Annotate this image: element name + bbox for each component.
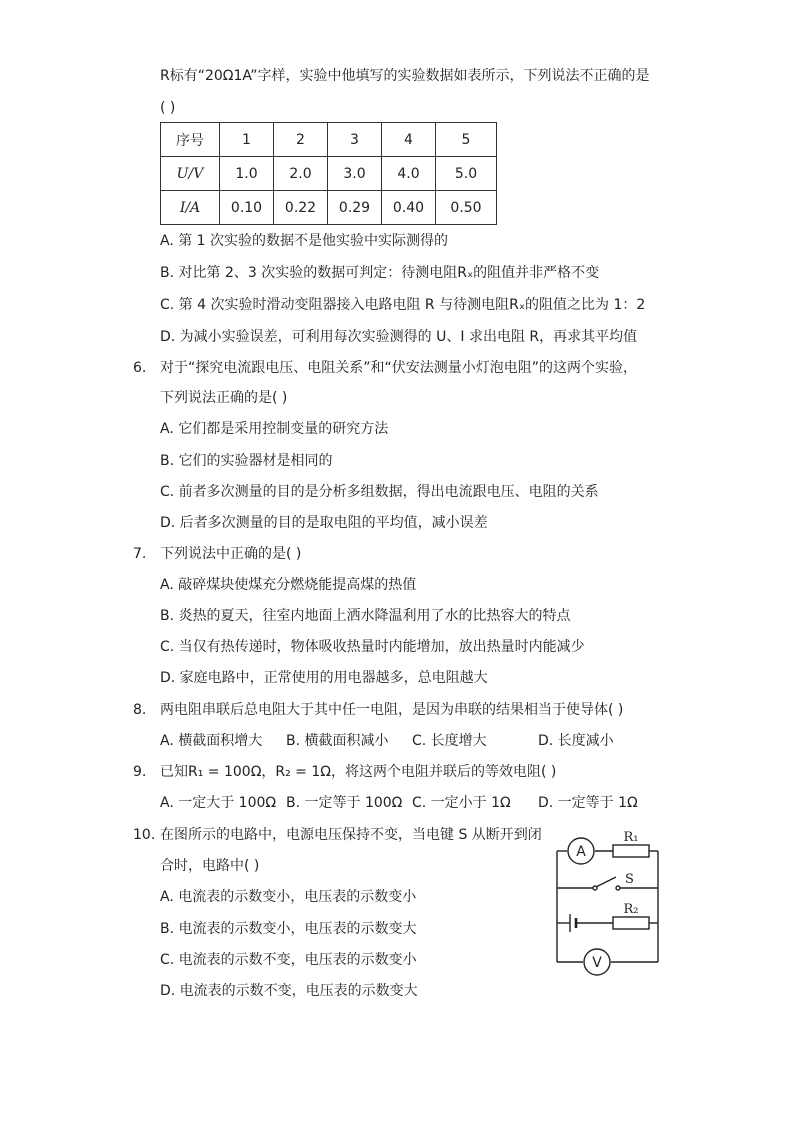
q6-option-b: B. 它们的实验器材是相同的 [160, 453, 333, 469]
q9-option-b: B. 一定等于 100Ω [286, 795, 403, 811]
table-cell: 2.0 [274, 157, 328, 191]
q7-option-b: B. 炎热的夏天，往室内地面上洒水降温利用了水的比热容大的特点 [160, 608, 571, 624]
table-cell: 0.29 [328, 191, 382, 225]
table-cell: 5 [436, 123, 497, 157]
q10-option-c: C. 电流表的示数不变，电压表的示数变小 [160, 952, 417, 968]
q5-option-b: B. 对比第 2、3 次实验的数据可判定：待测电阻Rₓ的阻值并非严格不变 [160, 265, 600, 281]
q8-option-d: D. 长度减小 [538, 733, 614, 749]
q10-option-b: B. 电流表的示数变小，电压表的示数变大 [160, 921, 417, 937]
q6-option-d: D. 后者多次测量的目的是取电阻的平均值，减小误差 [160, 515, 488, 531]
q9-option-a: A. 一定大于 100Ω [160, 795, 277, 811]
q5-intro: R标有“20Ω1A”字样，实验中他填写的实验数据如表所示，下列说法不正确的是 [160, 68, 650, 84]
q10-stem-line2: 合时，电路中( ) [160, 858, 260, 874]
q7-option-d: D. 家庭电路中，正常使用的用电器越多，总电阻越大 [160, 670, 488, 686]
q9-option-d: D. 一定等于 1Ω [538, 795, 638, 811]
table-cell: 0.22 [274, 191, 328, 225]
resistor-r2 [613, 917, 649, 929]
q6-stem-line1: 对于“探究电流跟电压、电阻关系”和“伏安法测量小灯泡电阻”的这两个实验， [160, 360, 638, 376]
q6-number: 6. [133, 360, 147, 376]
q8-number: 8. [133, 702, 147, 718]
q10-number: 10. [133, 827, 156, 843]
q5-answer-paren: ( ) [160, 100, 176, 116]
q9-stem: 已知R₁ = 100Ω，R₂ = 1Ω，将这两个电阻并联后的等效电阻( ) [160, 764, 557, 780]
table-cell: 1.0 [220, 157, 274, 191]
r1-label: R₁ [623, 830, 639, 845]
table-cell: 3.0 [328, 157, 382, 191]
q10-stem-line1: 在图所示的电路中，电源电压保持不变，当电键 S 从断开到闭 [160, 827, 542, 843]
q8-option-c: C. 长度增大 [412, 733, 487, 749]
r2-label: R₂ [623, 902, 639, 917]
q10-circuit-diagram [553, 826, 665, 978]
q5-data-table [160, 122, 497, 225]
q6-option-a: A. 它们都是采用控制变量的研究方法 [160, 421, 389, 437]
voltmeter-label: V [592, 955, 602, 971]
table-cell: 0.40 [382, 191, 436, 225]
switch-lever-icon [596, 877, 616, 887]
table-cell: 0.50 [436, 191, 497, 225]
q8-option-a: A. 横截面积增大 [160, 733, 263, 749]
table-cell: 2 [274, 123, 328, 157]
q5-option-a: A. 第 1 次实验的数据不是他实验中实际测得的 [160, 233, 449, 249]
q5-option-d: D. 为减小实验误差，可利用每次实验测得的 U、I 求出电阻 R，再求其平均值 [160, 329, 638, 345]
q9-number: 9. [133, 764, 147, 780]
table-cell: 序号 [161, 123, 220, 157]
resistor-r1 [613, 845, 649, 857]
switch-label: S [625, 872, 634, 887]
table-cell: 1 [220, 123, 274, 157]
q7-option-c: C. 当仅有热传递时，物体吸收热量时内能增加，放出热量时内能减少 [160, 639, 585, 655]
q8-option-b: B. 横截面积减小 [286, 733, 389, 749]
q6-option-c: C. 前者多次测量的目的是分析多组数据，得出电流跟电压、电阻的关系 [160, 484, 599, 500]
table-cell: 5.0 [436, 157, 497, 191]
table-cell: 4.0 [382, 157, 436, 191]
table-row [161, 123, 497, 157]
table-cell: 0.10 [220, 191, 274, 225]
q10-option-d: D. 电流表的示数不变，电压表的示数变大 [160, 983, 418, 999]
q7-stem: 下列说法中正确的是( ) [160, 546, 302, 562]
table-cell: 3 [328, 123, 382, 157]
q9-option-c: C. 一定小于 1Ω [412, 795, 511, 811]
table-row [161, 191, 497, 225]
q7-number: 7. [133, 546, 147, 562]
ammeter-label: A [576, 844, 586, 860]
table-cell: U/V [161, 157, 220, 191]
table-cell: I/A [161, 191, 220, 225]
switch-contact [616, 886, 620, 890]
q8-stem: 两电阻串联后总电阻大于其中任一电阻，是因为串联的结果相当于使导体( ) [160, 702, 624, 718]
q5-option-c: C. 第 4 次实验时滑动变阻器接入电路电阻 R 与待测电阻Rₓ的阻值之比为 1：2 [160, 297, 646, 313]
table-row [161, 157, 497, 191]
table-cell: 4 [382, 123, 436, 157]
q10-option-a: A. 电流表的示数变小，电压表的示数变小 [160, 889, 417, 905]
q7-option-a: A. 敲碎煤块使煤充分燃烧能提高煤的热值 [160, 577, 417, 593]
q6-stem-line2: 下列说法正确的是( ) [160, 390, 288, 406]
